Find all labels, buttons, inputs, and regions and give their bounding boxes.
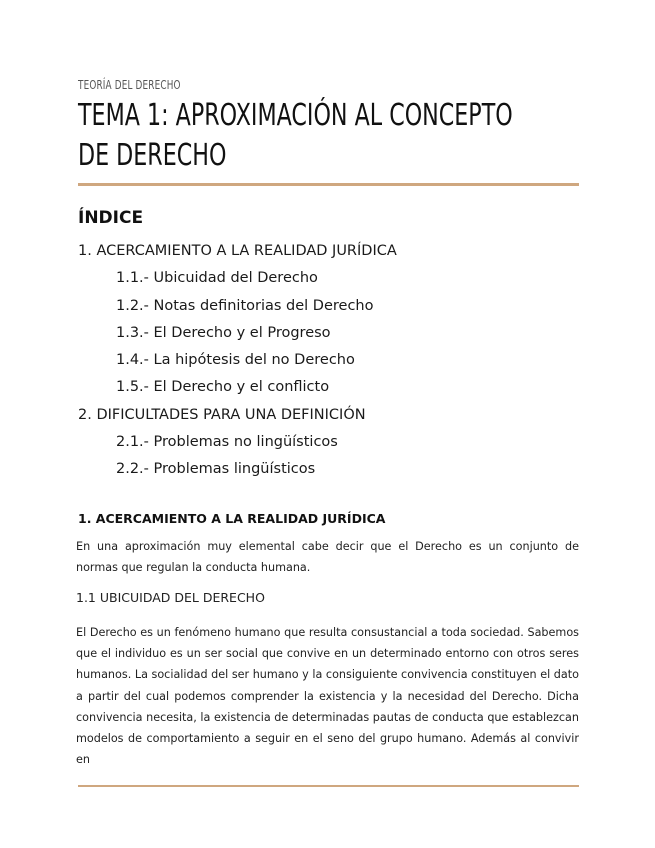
title-divider [78,183,579,186]
subsection-heading: 1.1 UBICUIDAD DEL DERECHO [76,590,265,605]
footer-divider [78,785,579,787]
toc-item: 1.1.- Ubicuidad del Derecho [116,270,318,287]
section-heading: 1. ACERCAMIENTO A LA REALIDAD JURÍDICA [78,511,386,526]
course-kicker: TEORÍA DEL DERECHO [78,78,181,92]
toc-item: 1. ACERCAMIENTO A LA REALIDAD JURÍDICA [78,243,397,259]
page-title: TEMA 1: APROXIMACIÓN AL CONCEPTO DE DERECHO [78,98,513,173]
toc-heading: ÍNDICE [78,208,144,228]
intro-paragraph: En una aproximación muy elemental cabe decir que el Derecho es un conjunto de normas que regulan la conducta humana. [76,540,579,575]
toc-item: 2.2.- Problemas lingüísticos [116,461,316,478]
toc-item: 1.5.- El Derecho y el conflicto [116,379,330,396]
toc-item: 2.1.- Problemas no lingüísticos [116,434,338,451]
body-paragraph: El Derecho es un fenómeno humano que resulta consustancial a toda sociedad. Sabemos que el individuo es un ser social que convive en un determinado entorno con otros seres humanos. La socialidad del ser humano y la consiguiente convivencia constituyen el dato a partir del cual podemos comprender la existencia y la necesidad del Derecho. Dicha convivencia necesita, la existencia de determinadas pautas de conducta que establezcan modelos de comportamiento a seguir en el seno del grupo humano. Además al convivir en [76,626,579,767]
toc-item: 1.4.- La hipótesis del no Derecho [116,352,355,369]
toc-item: 1.2.- Notas definitorias del Derecho [116,297,374,314]
table-of-contents [78,238,598,484]
toc-item: 1.3.- El Derecho y el Progreso [116,324,331,341]
toc-item: 2. DIFICULTADES PARA UNA DEFINICIÓN [78,406,366,423]
